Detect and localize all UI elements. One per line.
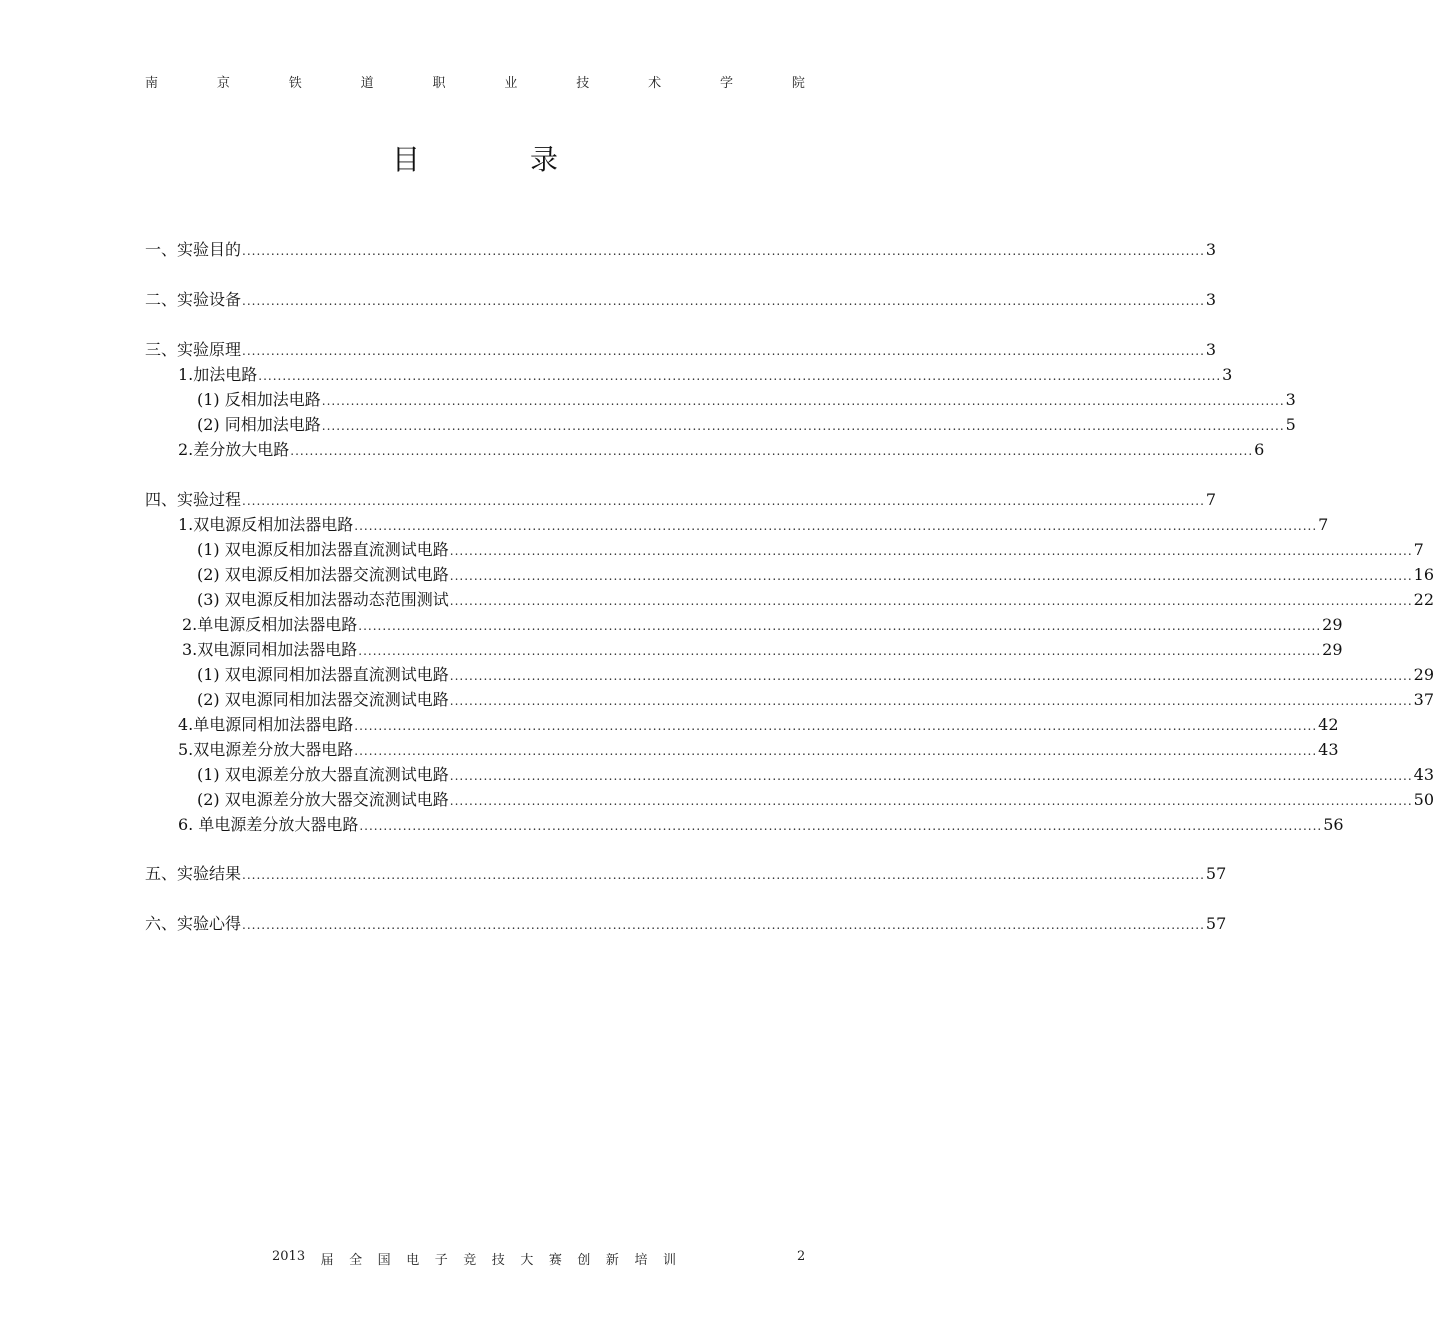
- toc-page-number: 3: [1205, 290, 1217, 309]
- toc-label: 3.双电源同相加法器电路: [182, 640, 358, 659]
- toc-entry[interactable]: [145, 490, 1217, 511]
- toc-leader: ........................................................................................................................................................................................................: [449, 694, 1413, 708]
- toc-page-number: 22: [1413, 590, 1434, 609]
- toc-leader: ........................................................................................................................................................................................................: [358, 619, 1322, 633]
- footer-char: 子: [434, 1253, 448, 1268]
- toc-entry[interactable]: [145, 240, 1217, 261]
- toc-leader: ........................................................................................................................................................................................................: [242, 868, 1205, 882]
- toc-entry[interactable]: [178, 440, 1265, 461]
- toc-label: 四、实验过程: [145, 490, 242, 509]
- toc-entry[interactable]: [145, 864, 1227, 885]
- footer-char: 培: [634, 1253, 648, 1268]
- header-char: 技: [576, 76, 590, 91]
- toc-entry[interactable]: [197, 540, 1424, 561]
- toc-label: 三、实验原理: [145, 340, 242, 359]
- toc-leader: ........................................................................................................................................................................................................: [358, 644, 1322, 658]
- toc-entry[interactable]: [145, 914, 1227, 935]
- footer-char: 创: [577, 1253, 591, 1268]
- footer-char: 电: [406, 1253, 420, 1268]
- toc-page-number: 56: [1323, 815, 1344, 834]
- footer-char: 2013: [272, 1249, 306, 1264]
- toc-entry[interactable]: [182, 640, 1343, 661]
- footer-char: 技: [491, 1253, 505, 1268]
- footer-char: 全: [349, 1253, 363, 1268]
- toc-leader: ........................................................................................................................................................................................................: [258, 369, 1222, 383]
- toc-label: 五、实验结果: [145, 864, 242, 883]
- toc-label: (2) 双电源同相加法器交流测试电路: [197, 690, 449, 709]
- toc-leader: ........................................................................................................................................................................................................: [242, 494, 1205, 508]
- toc-page-number: 3: [1205, 340, 1217, 359]
- toc-page-number: 7: [1318, 515, 1329, 534]
- toc-leader: ........................................................................................................................................................................................................: [449, 669, 1413, 683]
- toc-entry[interactable]: [178, 740, 1339, 761]
- header-char: 职: [432, 76, 446, 91]
- toc-leader: ........................................................................................................................................................................................................: [242, 918, 1205, 932]
- toc-page-number: 29: [1322, 640, 1343, 659]
- toc-label: (1) 双电源差分放大器直流测试电路: [197, 765, 449, 784]
- toc-page-number: 3: [1285, 390, 1296, 409]
- toc-leader: ........................................................................................................................................................................................................: [354, 519, 1318, 533]
- toc-page-number: 57: [1205, 864, 1227, 883]
- footer-char: 大: [520, 1253, 534, 1268]
- toc-leader: ........................................................................................................................................................................................................: [449, 569, 1413, 583]
- header-char: 铁: [288, 76, 302, 91]
- toc-entry[interactable]: [178, 815, 1344, 836]
- toc-entry[interactable]: [178, 365, 1233, 386]
- header-char: 院: [791, 76, 805, 91]
- toc-page-number: 3: [1222, 365, 1233, 384]
- title-char: 目: [391, 143, 420, 176]
- footer-char: 竞: [463, 1253, 477, 1268]
- toc-leader: ........................................................................................................................................................................................................: [449, 794, 1413, 808]
- toc-page-number: 16: [1413, 565, 1434, 584]
- toc-leader: ........................................................................................................................................................................................................: [354, 719, 1318, 733]
- page-number: 2: [797, 1249, 806, 1264]
- toc-label: (3) 双电源反相加法器动态范围测试: [197, 590, 449, 609]
- footer-char: 国: [377, 1253, 391, 1268]
- toc-page-number: 7: [1413, 540, 1424, 559]
- page-footer: [272, 1249, 676, 1268]
- toc-entry[interactable]: [178, 515, 1329, 536]
- toc-leader: ........................................................................................................................................................................................................: [242, 244, 1205, 258]
- toc-label: 2.差分放大电路: [178, 440, 290, 459]
- header-char: 术: [648, 76, 662, 91]
- toc-entry[interactable]: [197, 665, 1434, 686]
- toc-page-number: 3: [1205, 240, 1217, 259]
- toc-entry[interactable]: [197, 765, 1434, 786]
- title-char: 录: [530, 143, 559, 176]
- toc-label: (2) 双电源差分放大器交流测试电路: [197, 790, 449, 809]
- footer-char: 届: [320, 1253, 334, 1268]
- toc-label: 1.双电源反相加法器电路: [178, 515, 354, 534]
- toc-label: (2) 双电源反相加法器交流测试电路: [197, 565, 449, 584]
- header-char: 道: [360, 76, 374, 91]
- toc-label: (2) 同相加法电路: [197, 415, 321, 434]
- toc-page-number: 5: [1285, 415, 1296, 434]
- toc-entry[interactable]: [182, 615, 1343, 636]
- toc-leader: ........................................................................................................................................................................................................: [242, 294, 1205, 308]
- footer-char: 新: [605, 1253, 619, 1268]
- toc-entry[interactable]: [197, 590, 1434, 611]
- toc-leader: ........................................................................................................................................................................................................: [359, 819, 1323, 833]
- toc-leader: ........................................................................................................................................................................................................: [449, 769, 1413, 783]
- toc-entry[interactable]: [197, 415, 1296, 436]
- toc-leader: ........................................................................................................................................................................................................: [321, 394, 1285, 408]
- toc-label: 5.双电源差分放大器电路: [178, 740, 354, 759]
- toc-page-number: 43: [1318, 740, 1339, 759]
- toc-page-number: 42: [1318, 715, 1339, 734]
- toc-page-number: 37: [1413, 690, 1434, 709]
- toc-label: (1) 双电源同相加法器直流测试电路: [197, 665, 449, 684]
- header-char: 南: [145, 76, 159, 91]
- toc-label: 一、实验目的: [145, 240, 242, 259]
- toc-entry[interactable]: [178, 715, 1339, 736]
- toc-leader: ........................................................................................................................................................................................................: [290, 444, 1254, 458]
- toc-entry[interactable]: [197, 690, 1434, 711]
- toc-page-number: 50: [1413, 790, 1434, 809]
- toc-leader: ........................................................................................................................................................................................................: [321, 419, 1285, 433]
- header-char: 学: [720, 76, 734, 91]
- toc-entry[interactable]: [197, 790, 1434, 811]
- header-char: 京: [216, 76, 230, 91]
- toc-page-number: 7: [1205, 490, 1217, 509]
- toc-label: (1) 双电源反相加法器直流测试电路: [197, 540, 449, 559]
- toc-entry[interactable]: [145, 340, 1217, 361]
- toc-leader: ........................................................................................................................................................................................................: [242, 344, 1205, 358]
- footer-char: 赛: [548, 1253, 562, 1268]
- toc-page-number: 29: [1413, 665, 1434, 684]
- header-char: 业: [504, 76, 518, 91]
- toc-page-number: 57: [1205, 914, 1227, 933]
- toc-label: 2.单电源反相加法器电路: [182, 615, 358, 634]
- toc-leader: ........................................................................................................................................................................................................: [354, 744, 1318, 758]
- toc-label: 1.加法电路: [178, 365, 258, 384]
- toc-page-number: 29: [1322, 615, 1343, 634]
- footer-char: 训: [662, 1253, 676, 1268]
- toc-leader: ........................................................................................................................................................................................................: [449, 594, 1413, 608]
- toc-entry[interactable]: [197, 565, 1434, 586]
- toc-label: 六、实验心得: [145, 914, 242, 933]
- toc-page-number: 43: [1413, 765, 1434, 784]
- toc-label: (1) 反相加法电路: [197, 390, 321, 409]
- toc-entry[interactable]: [197, 390, 1296, 411]
- toc-label: 4.单电源同相加法器电路: [178, 715, 354, 734]
- toc-entry[interactable]: [145, 290, 1217, 311]
- toc-page-number: 6: [1254, 440, 1265, 459]
- toc-leader: ........................................................................................................................................................................................................: [449, 544, 1413, 558]
- toc-label: 6. 单电源差分放大器电路: [178, 815, 359, 834]
- toc-label: 二、实验设备: [145, 290, 242, 309]
